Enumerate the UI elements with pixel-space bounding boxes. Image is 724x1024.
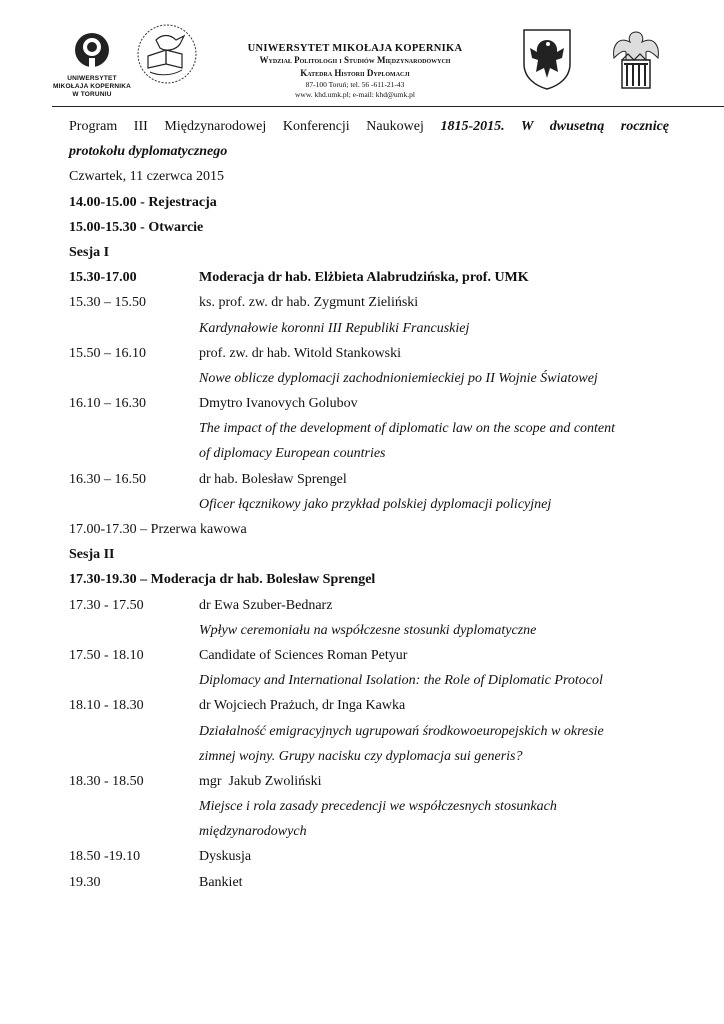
letterhead [0, 0, 724, 110]
torun-angel-crest-icon [608, 28, 664, 94]
program-title-line [69, 114, 669, 139]
banquet-time: 19.30 [69, 874, 101, 890]
talk-speaker: Candidate of Sciences Roman Petyur [199, 647, 408, 663]
eagle-crest-icon [522, 28, 572, 90]
talk-time: 16.10 – 16.30 [69, 396, 146, 412]
umk-logo-caption-2: MIKOŁAJA KOPERNIKA [52, 83, 132, 90]
talk-title-continued: zimnej wojny. Grupy nacisku czy dyplomacja sui generis? [199, 748, 523, 764]
talk-time: 18.30 - 18.50 [69, 773, 144, 789]
contact: www. khd.umk.pl; e-mail: khd@umk.pl [295, 90, 415, 99]
talk-time-row [69, 593, 669, 618]
talk-time: 16.30 – 16.50 [69, 471, 146, 487]
talk-time: 17.50 - 18.10 [69, 647, 144, 663]
header-divider [52, 106, 724, 107]
talk-speaker: prof. zw. dr hab. Witold Stankowski [199, 345, 402, 361]
session-1-moderation [69, 265, 669, 290]
talk-title: Diplomacy and International Isolation: the Role of Diplomatic Protocol [199, 673, 603, 689]
talk-time: 15.50 – 16.10 [69, 345, 146, 361]
talk-title-continued: międzynarodowych [199, 824, 307, 840]
discussion-row [69, 844, 669, 869]
talk-speaker: dr Ewa Szuber-Bednarz [199, 597, 333, 613]
program-title: Program III Międzynarodowej Konferencji Naukowej [69, 119, 441, 134]
discussion-time: 18.50 -19.10 [69, 849, 141, 865]
institution-block [205, 43, 505, 100]
opening: 15.00-15.30 - Otwarcie [69, 219, 204, 235]
talk-time: 17.30 - 17.50 [69, 597, 144, 613]
program-title-emphasis: 1815-2015. W dwusetną rocznicę [440, 119, 670, 134]
moderation-time: 15.30-17.00 [69, 270, 137, 286]
talk-time-row [69, 769, 669, 794]
talk-time: 15.30 – 15.50 [69, 295, 146, 311]
talk-title-continued: of diplomacy European countries [199, 446, 386, 462]
program-title-line-2: protokołu dyplomatycznego [69, 144, 228, 160]
talk-time-row [69, 693, 669, 718]
session-1-heading: Sesja I [69, 244, 110, 260]
umk-logo-icon [72, 30, 112, 70]
department-dove-book-icon [136, 22, 198, 86]
talk-time-row [69, 290, 669, 315]
discussion-label: Dyskusja [199, 849, 252, 865]
talk-speaker: dr hab. Bolesław Sprengel [199, 471, 347, 487]
talk-speaker: dr Wojciech Prażuch, dr Inga Kawka [199, 698, 406, 714]
talk-speaker: Dmytro Ivanovych Golubov [199, 396, 358, 412]
faculty-name: Wydział Politologii i Studiów Międzynarodowych [259, 55, 451, 65]
banquet-row [69, 870, 669, 895]
banquet-label: Bankiet [199, 874, 243, 890]
talk-title: Oficer łącznikowy jako przykład polskiej dyplomacji policyjnej [199, 496, 552, 512]
talk-title: Nowe oblicze dyplomacji zachodnioniemieckiej po II Wojnie Światowej [199, 370, 598, 386]
umk-logo-caption-3: W TORUNIU [72, 91, 112, 98]
talk-title: Miejsce i rola zasady precedencji we współczesnych stosunkach [199, 799, 557, 815]
talk-title: Działalność emigracyjnych ugrupowań środkowoeuropejskich w okresie [199, 723, 604, 739]
coffee-break: 17.00-17.30 – Przerwa kawowa [69, 522, 247, 537]
talk-time-row [69, 341, 669, 366]
session-2-moderation: 17.30-19.30 – Moderacja dr hab. Bolesław Sprengel [69, 572, 376, 588]
talk-time-row [69, 467, 669, 492]
registration: 14.00-15.00 - Rejestracja [69, 194, 217, 210]
talk-time-row [69, 391, 669, 416]
talk-time: 18.10 - 18.30 [69, 698, 144, 714]
talk-speaker: mgr Jakub Zwoliński [199, 773, 322, 789]
talk-time-row [69, 643, 669, 668]
moderation-text: Moderacja dr hab. Elżbieta Alabrudzińska, prof. UMK [199, 270, 529, 286]
talk-speaker: ks. prof. zw. dr hab. Zygmunt Zieliński [199, 295, 419, 311]
department-name: Katedra Historii Dyplomacji [300, 68, 410, 78]
program-date: Czwartek, 11 czerwca 2015 [69, 169, 224, 185]
talk-title: Kardynałowie koronni III Republiki Francuskiej [199, 320, 470, 336]
session-2-heading: Sesja II [69, 547, 115, 563]
talk-title: Wpływ ceremoniału na współczesne stosunki dyplomatyczne [199, 622, 537, 638]
umk-logo-caption-1: UNIWERSYTET [67, 75, 117, 82]
umk-logo [52, 30, 132, 99]
university-name: UNIWERSYTET MIKOŁAJA KOPERNIKA [247, 43, 463, 54]
program-content [69, 114, 669, 895]
address: 87-100 Toruń; tel. 56 -611-21-43 [305, 80, 405, 89]
talk-title: The impact of the development of diplomatic law on the scope and content [199, 421, 616, 437]
